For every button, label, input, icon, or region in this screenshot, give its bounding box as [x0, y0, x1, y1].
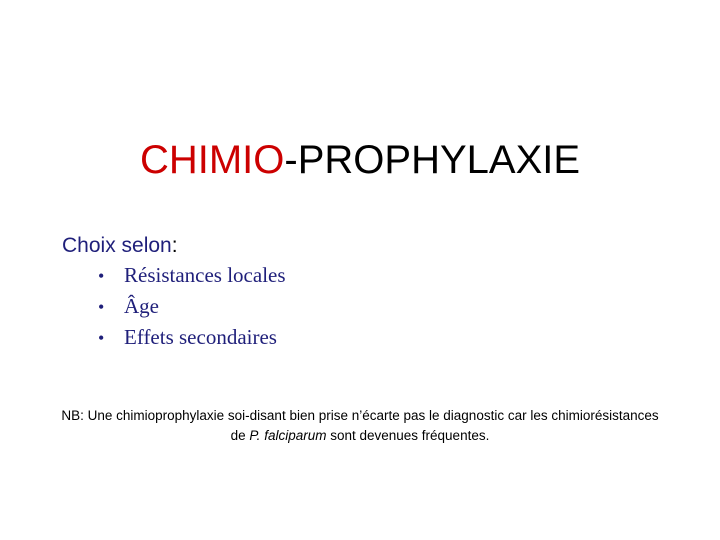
list-item-label: Résistances locales — [124, 263, 286, 287]
bullet-icon: • — [98, 328, 105, 348]
list-item — [98, 260, 286, 291]
choice-heading — [62, 232, 178, 260]
footnote — [10, 406, 710, 446]
list-item — [98, 322, 286, 353]
list-item — [98, 291, 286, 322]
slide-title — [0, 136, 720, 184]
footnote-suffix: sont devenues fréquentes. — [326, 428, 490, 443]
criteria-list — [98, 260, 286, 353]
species-name: P. falciparum — [249, 428, 327, 443]
list-item-label: Effets secondaires — [124, 325, 277, 349]
bullet-icon: • — [98, 297, 105, 317]
list-item-label: Âge — [124, 294, 159, 318]
footnote-prefix: de — [230, 428, 250, 443]
bullet-icon: • — [98, 266, 105, 286]
choice-heading-label: Choix selon — [62, 234, 172, 257]
title-accent: CHIMIO — [139, 138, 285, 182]
choice-heading-colon: : — [171, 234, 178, 257]
footnote-line-1: NB: Une chimioprophylaxie soi-disant bien prise n’écarte pas le diagnostic car les chimiorésistances — [61, 408, 659, 423]
footnote-line-2 — [10, 426, 710, 446]
title-rest: -PROPHYLAXIE — [284, 138, 581, 182]
